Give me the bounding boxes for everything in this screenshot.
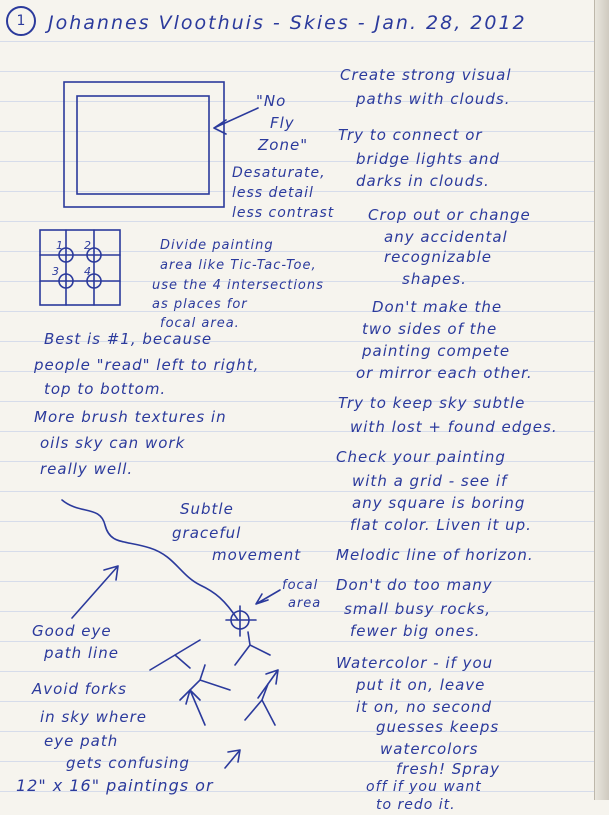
grid-label-4: 4 — [84, 265, 92, 278]
frame-outer-sketch — [64, 82, 224, 207]
fork-arrow-1 — [186, 690, 205, 725]
focal-area-line-2: area — [288, 596, 322, 611]
tip-5-line-2: with lost + found edges. — [350, 418, 558, 436]
avoid-forks-line-1: Avoid forks — [32, 680, 127, 698]
tip-1-line-2: paths with clouds. — [356, 90, 511, 108]
divide-line-5: focal area. — [160, 316, 240, 331]
tip-6-line-4: flat color. Liven it up. — [350, 516, 532, 534]
tip-6-line-2: with a grid - see if — [352, 472, 508, 490]
tip-2-line-1: Try to connect or — [338, 126, 483, 144]
tip-6-line-3: any square is boring — [352, 494, 526, 512]
divide-line-1: Divide painting — [160, 238, 274, 253]
tip-6-line-1: Check your painting — [336, 448, 506, 466]
fork-arrow-2 — [258, 670, 278, 698]
no-fly-zone-line-3: Zone" — [258, 136, 309, 154]
tip-9-line-4: guesses keeps — [376, 718, 500, 736]
tip-8-line-2: small busy rocks, — [344, 600, 492, 618]
tip-4-line-3: painting compete — [362, 342, 511, 360]
tip-8-line-3: fewer big ones. — [350, 622, 481, 640]
frame-inner-sketch — [77, 96, 209, 194]
subtle-line-2: graceful — [172, 524, 242, 542]
tip-9-line-3: it on, no second — [356, 698, 492, 716]
divide-line-3: use the 4 intersections — [152, 278, 324, 293]
grid-label-1: 1 — [56, 239, 64, 252]
tip-9-line-5: watercolors — [380, 740, 479, 758]
tip-9-line-8: to redo it. — [376, 797, 456, 813]
divide-line-4: as places for — [152, 297, 248, 312]
page-title: Johannes Vloothuis - Skies - Jan. 28, 2012 — [48, 12, 527, 34]
avoid-forks-line-2: in sky where — [40, 708, 147, 726]
tip-1-line-1: Create strong visual — [340, 66, 512, 84]
tip-3-line-3: recognizable — [384, 248, 492, 266]
tip-3-line-4: shapes. — [402, 270, 467, 288]
fork-sketch-4 — [245, 684, 275, 725]
subtle-line-3: movement — [212, 546, 302, 564]
avoid-forks-line-3: eye path — [44, 732, 119, 750]
good-eye-line-1: Good eye — [32, 622, 112, 640]
avoid-forks-line-4: gets confusing — [66, 754, 190, 772]
desaturate-line-3: less contrast — [232, 205, 335, 221]
fork-arrow-3 — [225, 750, 240, 768]
best-line-1: Best is #1, because — [44, 330, 213, 348]
brush-line-3: really well. — [40, 460, 134, 478]
focal-area-line-1: focal — [282, 578, 319, 593]
tip-4-line-2: two sides of the — [362, 320, 498, 338]
subtle-line-1: Subtle — [180, 500, 234, 518]
best-line-3: top to bottom. — [44, 380, 167, 398]
tip-4-line-4: or mirror each other. — [356, 364, 533, 382]
arrow-to-frame — [214, 108, 258, 134]
tip-4-line-1: Don't make the — [372, 298, 503, 316]
tip-9-line-2: put it on, leave — [356, 676, 486, 694]
grid-label-3: 3 — [52, 265, 60, 278]
best-line-2: people "read" left to right, — [34, 356, 260, 374]
brush-line-2: oils sky can work — [40, 434, 186, 452]
tip-9-line-6: fresh! Spray — [396, 760, 501, 778]
arrow-good-eye — [72, 566, 118, 618]
arrow-to-focal — [256, 590, 280, 604]
tip-5-line-1: Try to keep sky subtle — [338, 394, 526, 412]
brush-line-1: More brush textures in — [34, 408, 227, 426]
tip-2-line-2: bridge lights and — [356, 150, 500, 168]
tip-3-line-1: Crop out or change — [368, 206, 531, 224]
good-eye-line-2: path line — [44, 644, 119, 662]
desaturate-line-1: Desaturate, — [232, 165, 326, 181]
fork-sketch-3 — [235, 632, 270, 665]
tip-7-line-1: Melodic line of horizon. — [336, 546, 534, 564]
tip-8-line-1: Don't do too many — [336, 576, 493, 594]
tip-3-line-2: any accidental — [384, 228, 508, 246]
fork-sketch-1 — [150, 640, 200, 670]
fork-sketch-2 — [180, 665, 230, 700]
tip-2-line-3: darks in clouds. — [356, 172, 490, 190]
grid-label-2: 2 — [84, 239, 92, 252]
desaturate-line-2: less detail — [232, 185, 314, 201]
bottom-line: 12" x 16" paintings or — [16, 776, 214, 795]
tip-9-line-7: off if you want — [366, 779, 482, 795]
page-number: 1 — [6, 6, 36, 36]
no-fly-zone-line-2: Fly — [270, 114, 295, 132]
divide-line-2: area like Tic-Tac-Toe, — [160, 258, 317, 273]
tip-9-line-1: Watercolor - if you — [336, 654, 494, 672]
no-fly-zone-line-1: "No — [256, 92, 287, 110]
